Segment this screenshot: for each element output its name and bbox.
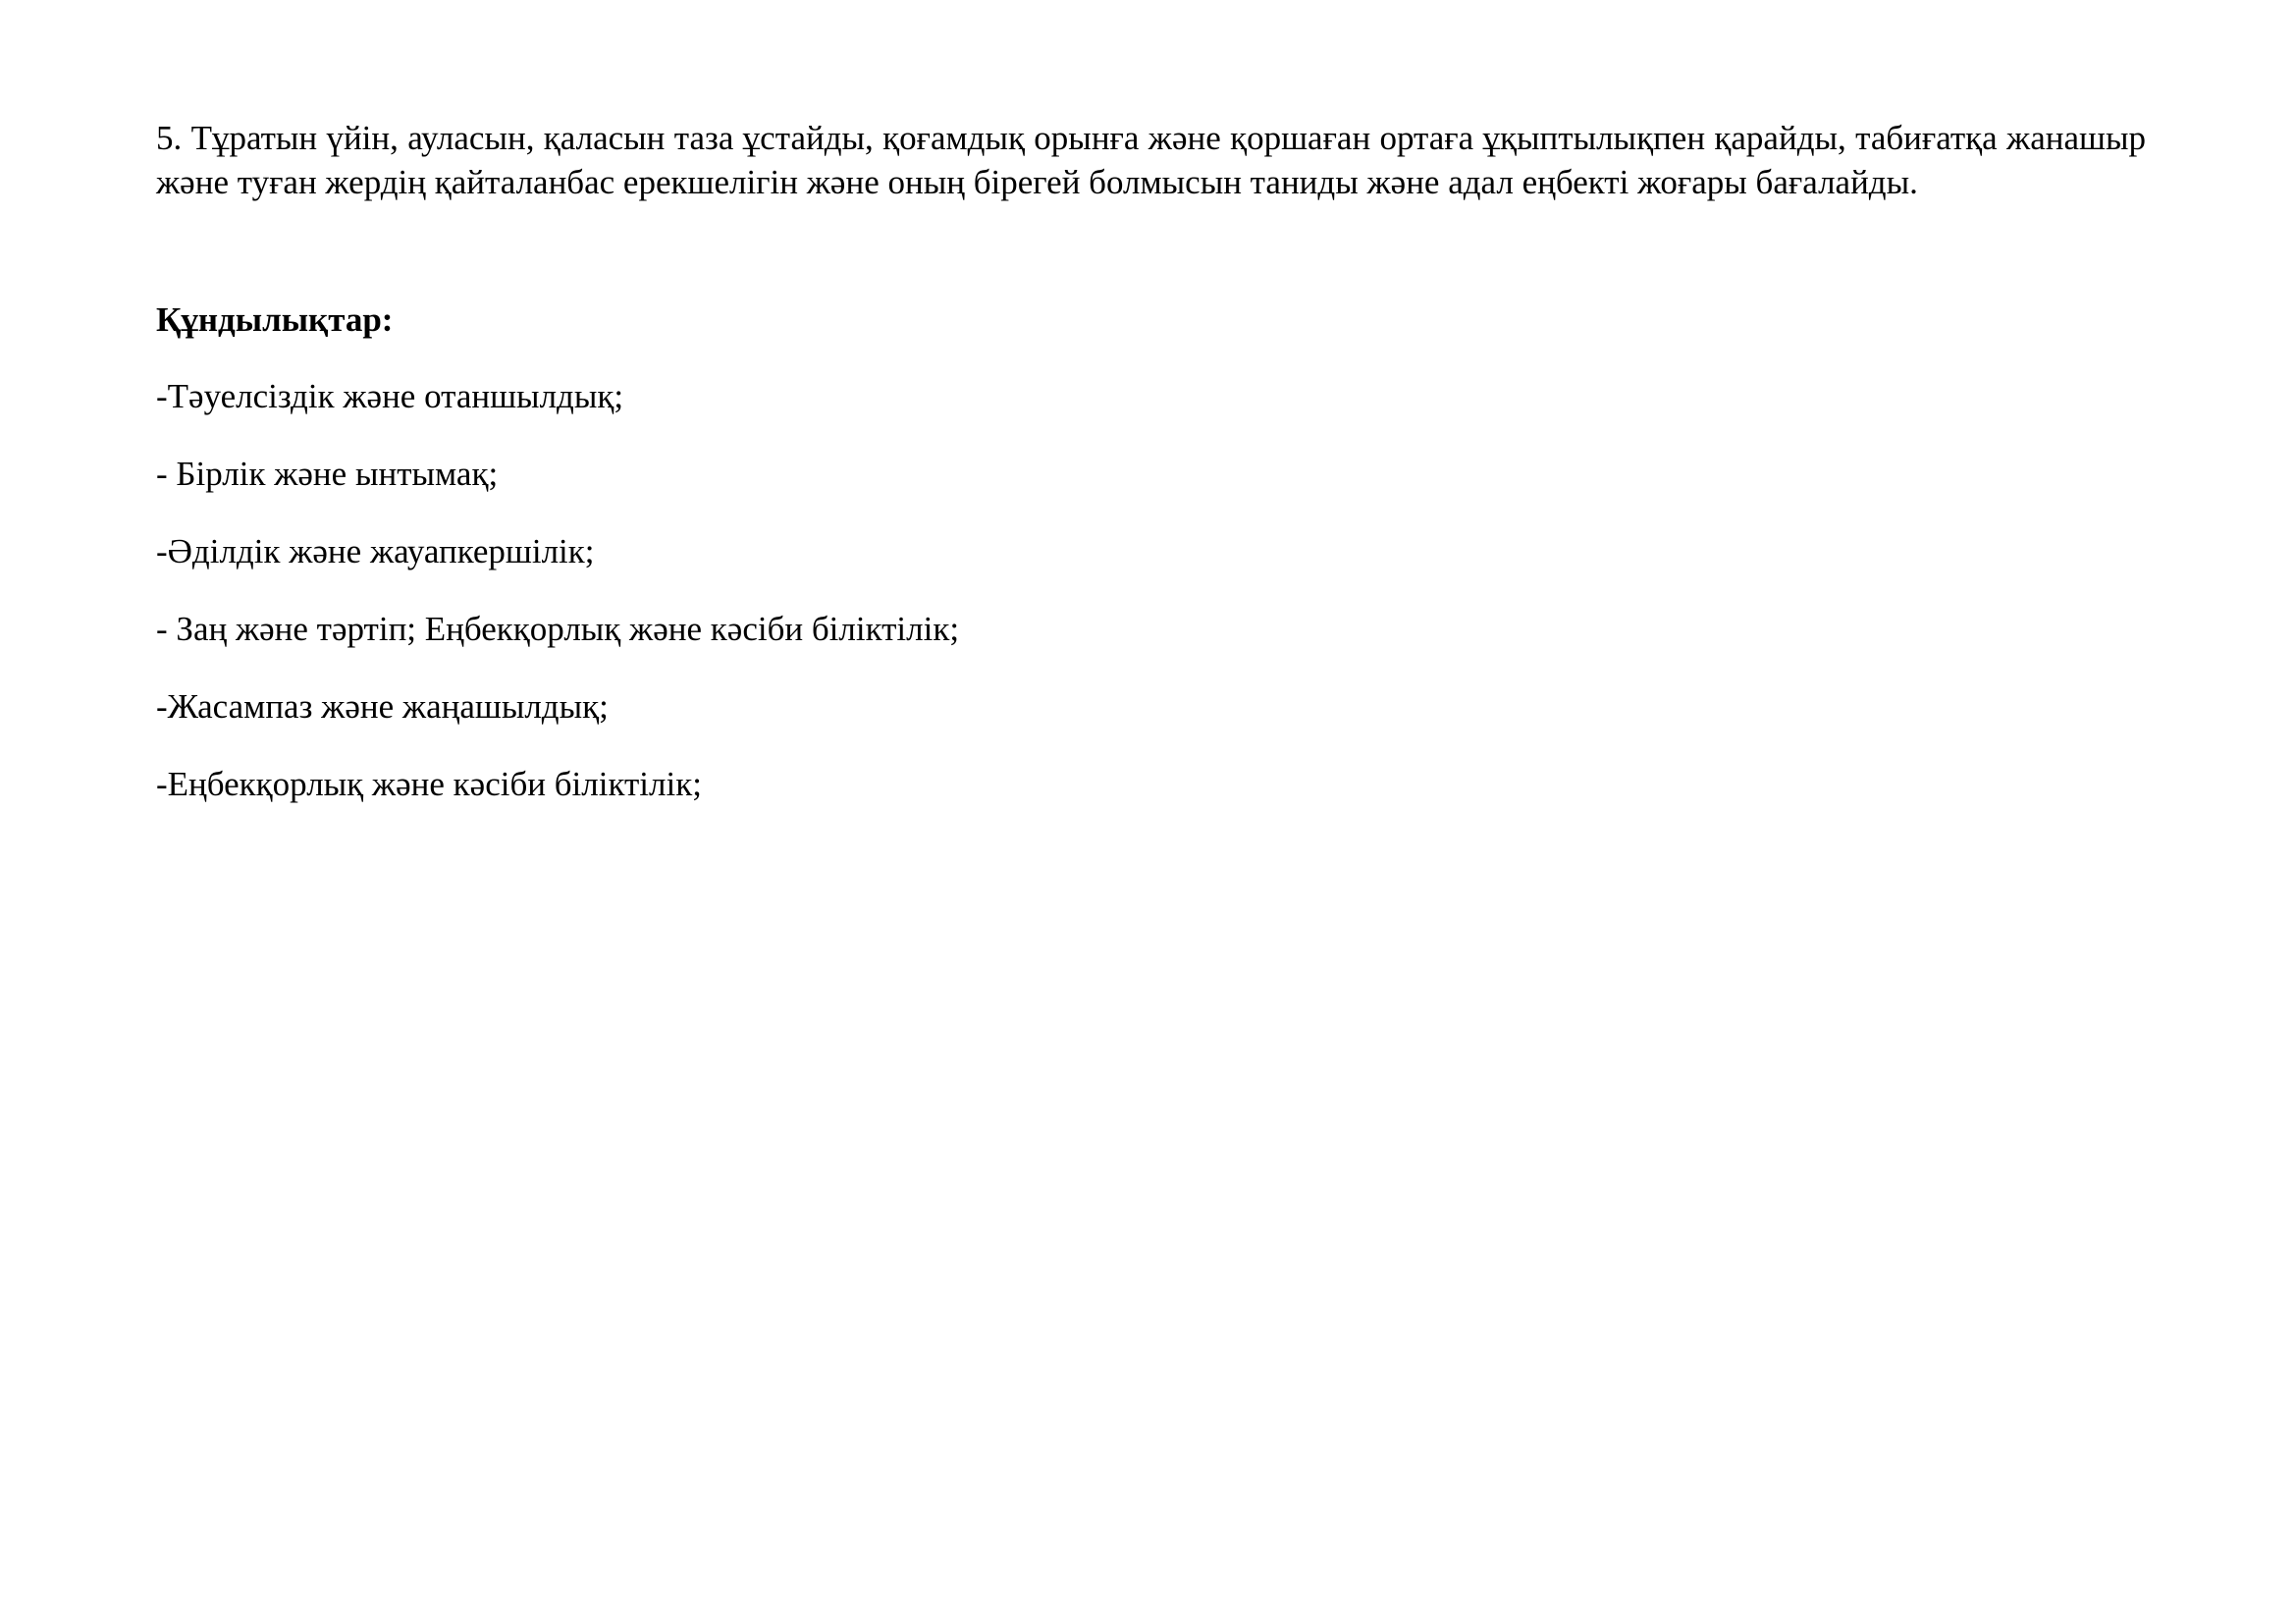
value-item-justice: -Әділдік және жауапкершілік;	[156, 532, 595, 570]
value-item-unity: - Бірлік және ынтымақ;	[156, 455, 499, 493]
document-content	[156, 116, 2146, 803]
value-item-creativity: -Жасампаз және жаңашылдық;	[156, 687, 609, 726]
value-item-law-order: - Заң және тәртіп; Еңбекқорлық және кәсіби біліктілік;	[156, 610, 960, 648]
paragraph-5: 5. Тұратын үйін, ауласын, қаласын таза ұстайды, қоғамдық орынға және қоршаған ортаға ұқыптылықпен қарайды, табиғатқа жанашыр және туған жердің қайталанбас ерекшелігін және оның бірегей болмысын таниды және адал еңбекті жоғары бағалайды.	[156, 119, 2146, 201]
values-heading: Құндылықтар:	[156, 300, 394, 339]
value-item-diligence: -Еңбекқорлық және кәсіби біліктілік;	[156, 765, 702, 803]
values-list	[156, 374, 959, 839]
value-item-independence: -Тәуелсіздік және отаншылдық;	[156, 377, 624, 415]
